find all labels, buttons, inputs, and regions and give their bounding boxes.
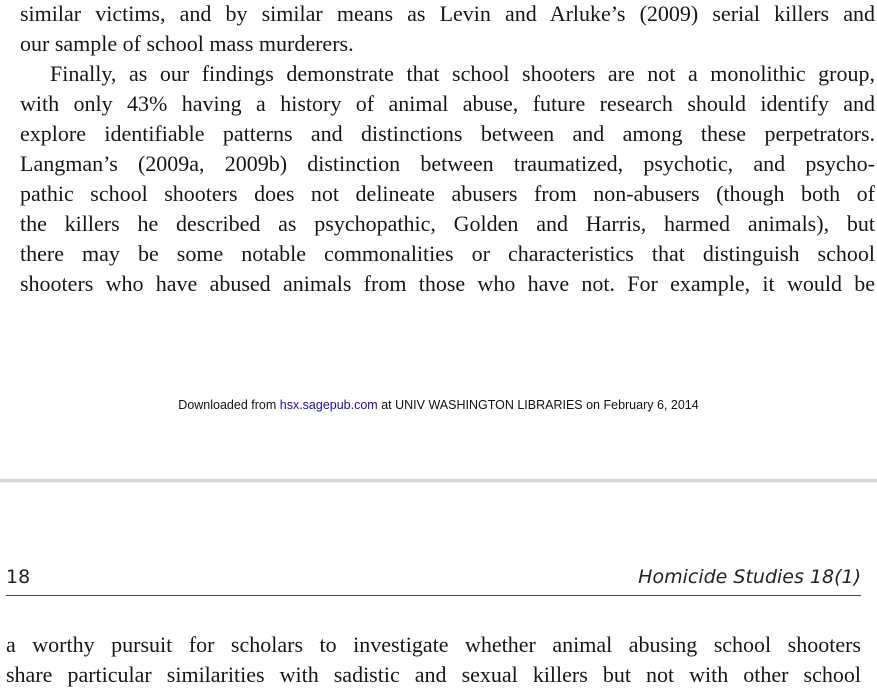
download-footer-note [0, 398, 877, 412]
journal-title: Homicide Studies 18(1) [638, 566, 861, 588]
text-line: explore identifiable patterns and distinctions between and among these perpetrators. [20, 121, 875, 146]
text-line: there may be some notable commonalities or characteristics that distinguish school [20, 241, 875, 266]
text-line: share particular similarities with sadistic and sexual killers but not with other school [6, 662, 861, 687]
text-line: Langman’s (2009a, 2009b) distinction between traumatized, psychotic, and psycho- [20, 151, 875, 176]
header-rule [6, 595, 861, 596]
text-line: our sample of school mass murderers. [20, 31, 354, 56]
paragraph-continued [20, 0, 875, 59]
page-number: 18 [6, 566, 31, 588]
running-header [6, 564, 861, 594]
download-suffix: at UNIV WASHINGTON LIBRARIES on February 6, 2014 [377, 398, 699, 412]
text-line: with only 43% having a history of animal abuse, future research should identify and [20, 91, 875, 116]
text-line: pathic school shooters does not delineate abusers from non-abusers (though both of [20, 181, 875, 206]
paragraph-finally [20, 59, 875, 299]
text-line: shooters who have abused animals from those who have not. For example, it would be [20, 271, 875, 296]
text-line: similar victims, and by similar means as Levin and Arluke’s (2009) serial killers and [20, 1, 875, 26]
publisher-site-link[interactable]: hsx.sagepub.com [279, 398, 378, 412]
article-body-top [20, 0, 875, 299]
text-line: Finally, as our findings demonstrate that school shooters are not a monolithic group, [50, 61, 875, 86]
page-break-shadow [0, 482, 877, 483]
text-line: the killers he described as psychopathic, Golden and Harris, harmed animals), but [20, 211, 875, 236]
text-line: a worthy pursuit for scholars to investigate whether animal abusing school shooters [6, 632, 861, 657]
download-prefix: Downloaded from [178, 398, 280, 412]
article-body-next-page [6, 630, 861, 690]
